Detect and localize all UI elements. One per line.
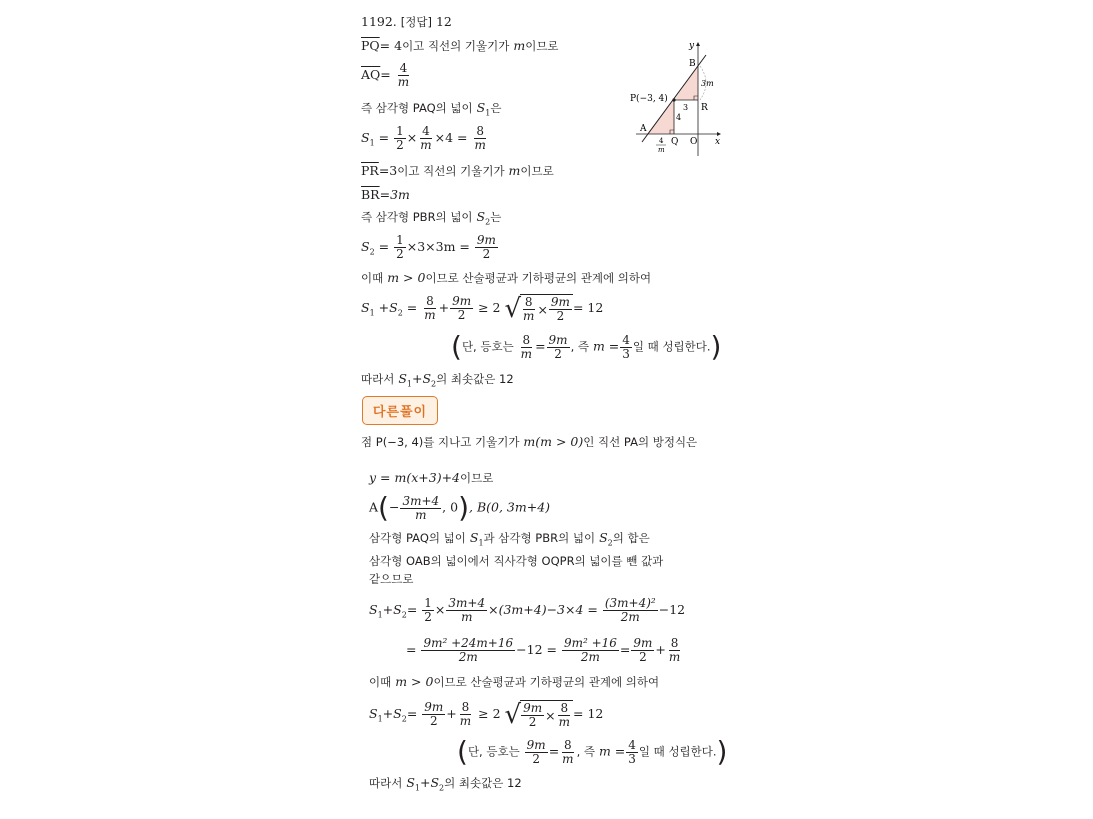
pq-text2: 이므로 — [525, 39, 559, 53]
q-label: Q — [671, 137, 679, 147]
three-label: 3 — [683, 103, 689, 112]
s1-symbol: S — [476, 100, 486, 115]
pq-text: 이고 직선의 기울기가 — [402, 39, 510, 53]
nine-m-over-two: $\frac{9m}{2}$ — [476, 233, 496, 261]
pr-text2: 이므로 — [520, 164, 554, 178]
alternative-solution-badge: 다른풀이 — [362, 396, 438, 425]
tri2-text: 즉 삼각형 PBR의 넓이 — [361, 210, 473, 224]
conclusion-1: 따라서 $S_1+S_2$의 최솟값은 12 — [361, 371, 514, 389]
s1-equation: $S_1$ = $\frac{1}{2}$ × $\frac{4}{m}$ ×4 = $\frac{8}{m}$ — [361, 124, 486, 152]
sol2-intro: 점 P(−3, 4)를 지나고 기울기가 m(m > 0)인 직선 PA의 방정식은 — [361, 434, 698, 449]
s1-subscript: 1 — [485, 108, 491, 118]
pr-segment: $\overline{PR}$ — [361, 163, 379, 178]
tri1-tail: 은 — [490, 101, 502, 115]
pq-equals: = 4 — [379, 38, 403, 53]
answer-label: [정답] — [400, 15, 432, 29]
sum-inequality-2: $S_1+S_2=$ $\frac{9m}{2}$ + $\frac{8}{m}$ ≥ 2 √ $\frac{9m}{2}$ × $\frac{8}{m}$ = 12 — [369, 699, 604, 730]
pr-equals: =3 — [378, 163, 398, 178]
point-p — [672, 98, 675, 101]
slope-m: m — [513, 38, 526, 53]
problem-header — [361, 14, 452, 30]
pr-text: 이고 직선의 기울기가 — [397, 164, 505, 178]
amgm-intro: 이때 m > 0이므로 산술평균과 기하평균의 관계에 의하여 — [361, 270, 652, 285]
equality-condition: (단, 등호는 $\frac{8}{m}$ = $\frac{9m}{2}$ , 즉 m = $\frac{4}{3}$ 일 때 성립한다.) — [451, 330, 722, 363]
pq-line — [361, 38, 559, 54]
tri2-line: 즉 삼각형 PBR의 넓이 $S_2$는 — [361, 209, 502, 227]
b-label: B — [689, 59, 696, 69]
equality-condition-2: (단, 등호는 $\frac{9m}{2}$ = $\frac{8}{m}$ , 즉 m = $\frac{4}{3}$ 일 때 성립한다.) — [457, 735, 728, 768]
a-label: A — [640, 124, 647, 134]
o-label: O — [690, 137, 698, 147]
sum-inequality: $S_1 +S_2$ = $\frac{8}{m}$ + $\frac{9m}{2}$ ≥ 2 √ $\frac{8}{m}$ × $\frac{9m}{2}$ = 12 — [361, 293, 604, 324]
neg4m-num: 4 — [659, 137, 664, 145]
br-segment: $\overline{BR}$ — [361, 187, 380, 202]
s2-subscript: 2 — [485, 217, 491, 227]
area-text-3: 같으므로 — [369, 572, 414, 586]
aq-line — [361, 62, 412, 89]
area-text-1: 삼각형 PAQ의 넓이 $S_1$과 삼각형 PBR의 넓이 $S_2$의 합은 — [369, 530, 650, 548]
tri1-text: 즉 삼각형 PAQ의 넓이 — [361, 101, 473, 115]
conclusion-2: 따라서 $S_1+S_2$의 최솟값은 12 — [369, 775, 522, 793]
br-equals: =3m — [379, 187, 410, 202]
answer-value: 12 — [435, 14, 452, 29]
four-over-m: $\frac{4}{m}$ — [420, 124, 432, 152]
problem-number: 1192. — [361, 14, 397, 29]
tri2-tail: 는 — [490, 210, 502, 224]
four-label: 4 — [676, 113, 682, 122]
amgm-intro-2: 이때 m > 0이므로 산술평균과 기하평균의 관계에 의하여 — [369, 674, 660, 689]
three-m-label: 3m — [701, 79, 714, 88]
area-text-2: 삼각형 OAB의 넓이에서 직사각형 OQPR의 넓이를 뺀 값과 — [369, 554, 664, 568]
coordinate-figure — [622, 36, 732, 156]
line-equation: y = m(x+3)+4이므로 — [369, 470, 494, 485]
r-label: R — [701, 103, 708, 113]
calc-2: = $\frac{\text{9m² +24m+16}}{2m}$ −12 = $\frac{\text{9m² +16}}{2m}$ = $\frac{9m}{2}$ + $\frac{8}{m}$ — [406, 636, 681, 664]
aq-fraction: $\frac{4}{m}$ — [397, 61, 410, 89]
s2-equation: $S_2$ = $\frac{1}{2}$ ×3×3m = $\frac{9m}{2}$ — [361, 233, 496, 261]
points-ab: A(− $\frac{3m+4}{m}$ , 0), B(0, 3m+4) — [369, 491, 551, 524]
x-arrow-icon — [717, 132, 721, 136]
tri1-line — [361, 100, 501, 122]
s2-mid: ×3×3m = — [406, 239, 470, 254]
pq-segment: $\overline{PQ}$ — [361, 38, 380, 53]
y-arrow-icon — [696, 42, 700, 46]
br-line — [361, 187, 410, 203]
neg4m-den: m — [658, 146, 665, 154]
aq-equals: = — [380, 67, 391, 82]
pr-line: $\overline{PR}=3$이고 직선의 기울기가 m이므로 — [361, 163, 554, 178]
calc-1: $S_1+S_2=$ $\frac{1}{2}$ × $\frac{3m+4}{m}$ ×(3m+4)−3×4 = $\frac{\text{(3m+4)²}}{2m}$ −12 — [369, 596, 686, 624]
aq-segment: $\overline{AQ}$ — [361, 67, 381, 82]
p-label: P(−3, 4) — [630, 94, 668, 104]
x-label: x — [715, 137, 721, 147]
times-four: ×4 = — [434, 130, 468, 145]
sqrt-expression: √ $\frac{8}{m}$ × $\frac{9m}{2}$ — [504, 294, 572, 323]
half-frac: $\frac{1}{2}$ — [396, 124, 404, 152]
eight-over-m: $\frac{8}{m}$ — [474, 124, 486, 152]
y-label: y — [689, 41, 695, 51]
